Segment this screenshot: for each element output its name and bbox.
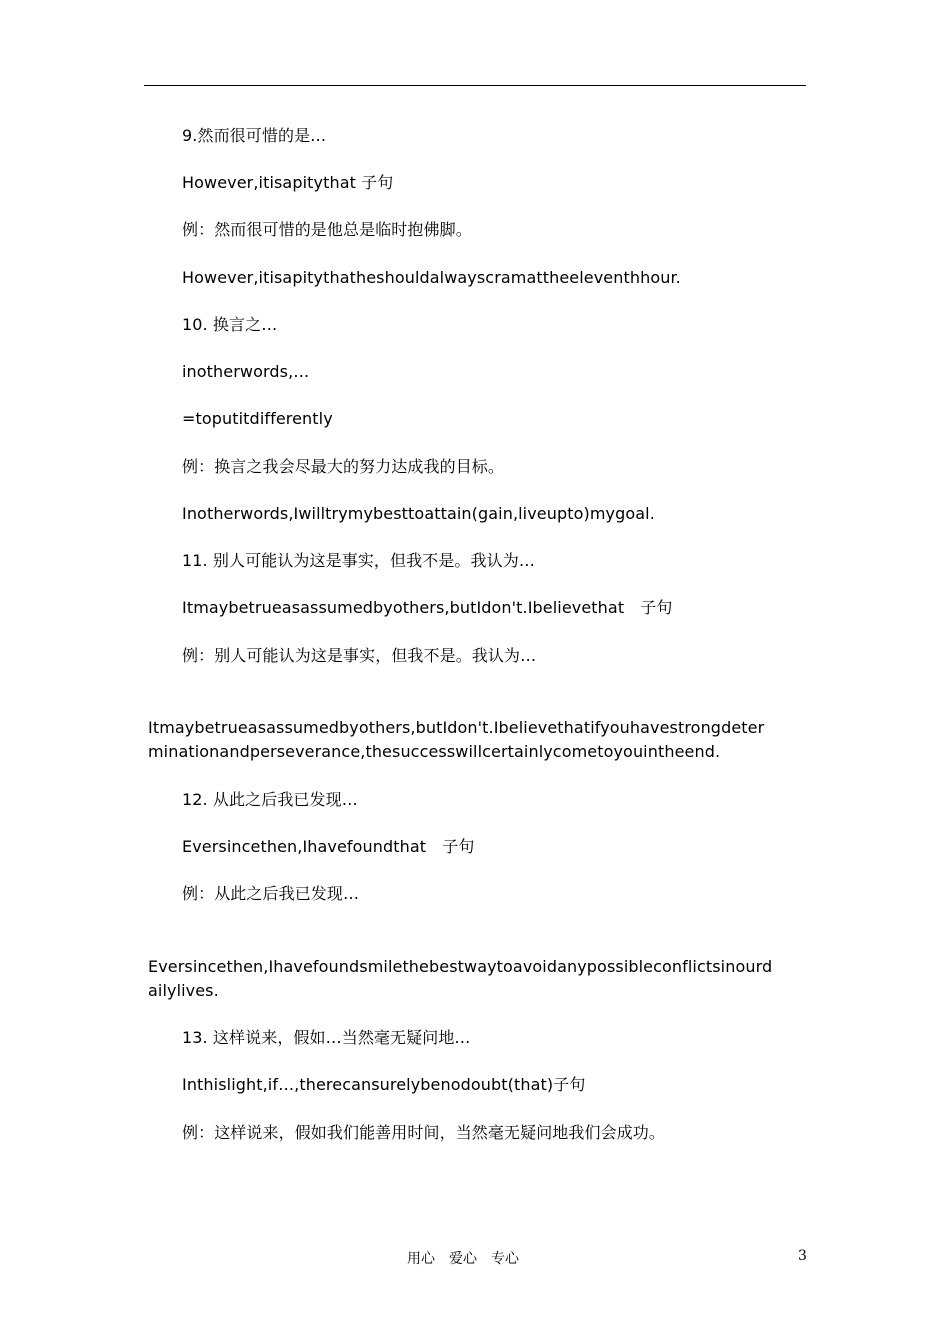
example-translation: Inotherwords,Iwilltrymybesttoattain(gain,liveupto)mygoal. [182, 504, 655, 523]
heading-item-12: 12. 从此之后我已发现… [182, 790, 358, 809]
example-text: 例：换言之我会尽最大的努力达成我的目标。 [182, 457, 505, 476]
example-translation-line-2: ailylives. [148, 981, 219, 1000]
example-translation-line-2: minationandperseverance,thesuccesswillcertainlycometoyouintheend. [148, 742, 721, 761]
example-text: 例：别人可能认为这是事实，但我不是。我认为… [182, 646, 537, 665]
example-translation-line-1: Eversincethen,Ihavefoundsmilethebestwaytoavoidanypossibleconflictsinourd [148, 957, 773, 976]
example-translation-line-1: Itmaybetrueasassumedbyothers,butIdon't.Ibelievethatifyouhavestrongdeter [148, 718, 765, 737]
example-text: 例：这样说来，假如我们能善用时间，当然毫无疑问地我们会成功。 [182, 1123, 666, 1142]
example-text: 例：从此之后我已发现… [182, 884, 360, 903]
example-text: 例：然而很可惜的是他总是临时抱佛脚。 [182, 220, 472, 239]
footer-motto: 用心 爱心 专心 [407, 1251, 519, 1267]
heading-item-10: 10. 换言之… [182, 315, 278, 334]
heading-item-11: 11. 别人可能认为这是事实，但我不是。我认为… [182, 551, 535, 570]
heading-item-9: 9.然而很可惜的是… [182, 126, 327, 145]
pattern-text: Inthislight,if…,therecansurelybenodoubt(that)子句 [182, 1075, 586, 1094]
pattern-text: Eversincethen,Ihavefoundthat 子句 [182, 837, 475, 856]
pattern-text: inotherwords,… [182, 362, 310, 381]
heading-item-13: 13. 这样说来，假如…当然毫无疑问地… [182, 1028, 471, 1047]
example-translation: However,itisapitythatheshouldalwayscramattheeleventhhour. [182, 268, 681, 287]
page-number: 3 [798, 1248, 807, 1264]
pattern-text: However,itisapitythat 子句 [182, 173, 394, 192]
pattern-alternative: =toputitdifferently [182, 409, 333, 428]
header-rule [144, 85, 806, 86]
pattern-text: Itmaybetrueasassumedbyothers,butIdon't.Ibelievethat 子句 [182, 598, 673, 617]
